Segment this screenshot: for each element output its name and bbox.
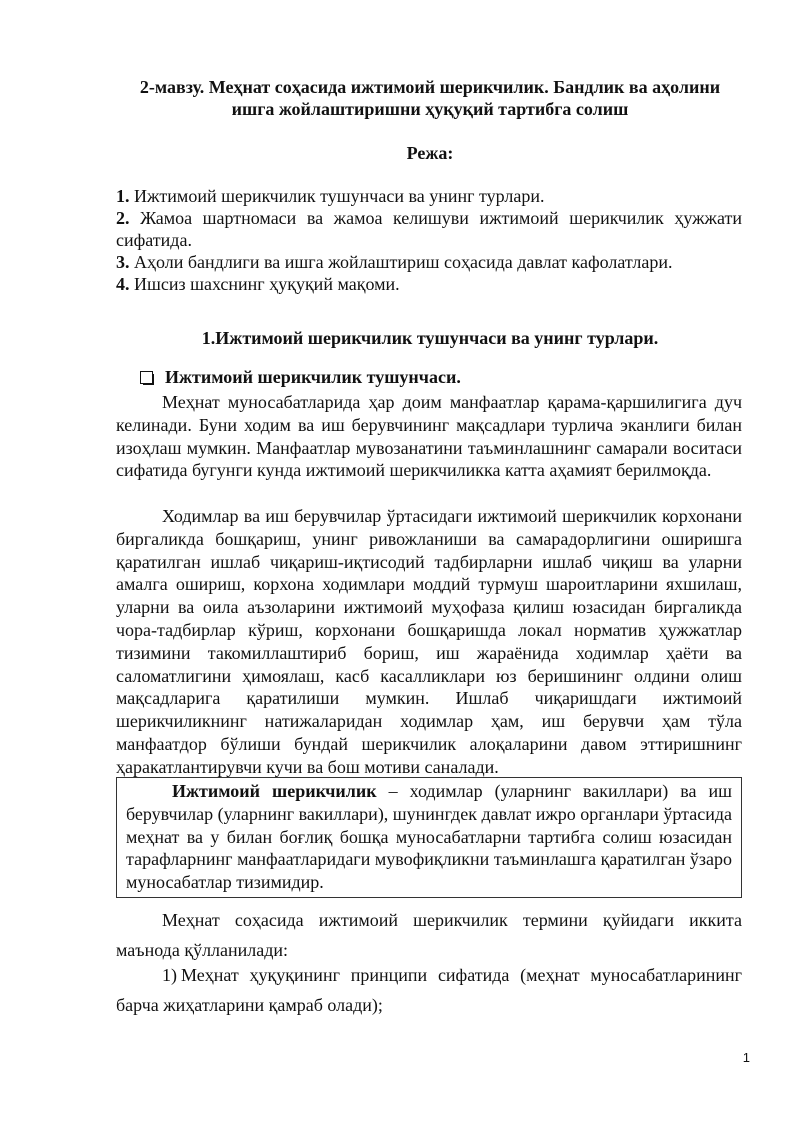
- plan-item-text: Жамоа шартномаси ва жамоа келишуви ижтимоий шерикчилик ҳужжати сифатида.: [116, 208, 743, 250]
- definition-text: – ходимлар (уларнинг вакиллари) ва иш берувчилар (уларнинг вакиллари), шунингдек давлат ижро органлари ўртасида меҳнат ва у билан боғлиқ бошқа муносабатларни тартибга солиш юзасидан тарафларнинг манфаатларидаги мувофиқликни таъминлашга қаратилган ўзаро муносабатлар тизимидир.: [126, 781, 733, 893]
- plan-item-text: Аҳоли бандлиги ва ишга жойлаштириш соҳасида давлат кафолатлари.: [134, 252, 673, 272]
- plan-item-number: 4.: [116, 274, 130, 294]
- term-usage-intro: [116, 905, 742, 965]
- term-usage-item-1: [116, 960, 742, 1020]
- definition-box: [116, 777, 742, 898]
- subheading: [140, 366, 461, 388]
- body-paragraph-2: [116, 505, 742, 779]
- plan-item-2: [116, 207, 742, 251]
- title-line-1: 2-мавзу. Меҳнат соҳасида ижтимоий шерикчилик. Бандлик ва аҳолини: [139, 77, 721, 97]
- plan-item-4: [116, 273, 742, 295]
- subheading-text: Ижтимоий шерикчилик тушунчаси.: [165, 367, 461, 387]
- plan-item-number: 3.: [116, 252, 130, 272]
- plan-item-number: 2.: [116, 208, 130, 228]
- plan-item-text: Ишсиз шахснинг ҳуқуқий мақоми.: [134, 274, 400, 294]
- page-number: 1: [742, 1050, 750, 1065]
- paragraph-text: Меҳнат муносабатларида ҳар доим манфаатлар қарама-қаршилигига дуч келинади. Буни ходим ва иш берувчининг мақсадлари турлича эканлиги билан изоҳлаш мумкин. Манфаатлар мувозанатини таъминлашнинг самарали воситаси сифатида бугунги кунда ижтимоий шерикчиликка катта аҳамият берилмоқда.: [116, 392, 742, 481]
- plan-item-text: Ижтимоий шерикчилик тушунчаси ва унинг турлари.: [134, 186, 545, 206]
- plan-item-number: 1.: [116, 186, 130, 206]
- paragraph-text: Меҳнат соҳасида ижтимоий шерикчилик термини қуйидаги иккита маънода қўлланилади:: [116, 910, 742, 960]
- plan-heading: Режа:: [406, 143, 454, 163]
- list-item-text: Меҳнат ҳуқуқининг принципи сифатида (меҳнат муносабатларининг барча жиҳатларини қамраб олади);: [116, 965, 742, 1015]
- plan-list: [116, 185, 742, 295]
- list-item-number: 1): [162, 965, 177, 985]
- title-line-2: ишга жойлаштиришни ҳуқуқий тартибга солиш: [231, 99, 629, 119]
- plan-item-1: [116, 185, 742, 207]
- document-title: [95, 76, 765, 120]
- checkbox-bullet-icon: [140, 371, 153, 384]
- definition-term: Ижтимоий шерикчилик: [172, 781, 377, 801]
- section-heading: 1.Ижтимоий шерикчилик тушунчаси ва унинг турлари.: [201, 328, 659, 348]
- paragraph-text: Ходимлар ва иш берувчилар ўртасидаги ижтимоий шерикчилик корхонани биргаликда бошқариш, унинг ривожланиши ва самарадорлигини оширишга қаратилган ишлаб чиқариш-иқтисодий тадбирларни ишлаб чиқиш ва уларни амалга ошириш, корхона ходимлари моддий турмуш шароитларини яхшилаш, уларни ва оила аъзоларини ижтимоий муҳофаза қилиш юзасидан биргаликда чора-тадбирлар кўриш, корхонани бошқаришда локал норматив ҳужжатлар тизимини такомиллаштириб бориш, иш жараёнида ходимлар ҳаёти ва саломатлигини ҳимоялаш, касб касалликлари юз беришининг олдини олиш мақсадларига қаратилиши мумкин. Ишлаб чиқаришдаги ижтимоий шерикчиликнинг натижаларидан ходимлар ҳам, иш берувчи ҳам тўла манфаатдор бўлиши бундай шерикчилик алоқаларини давом эттиришнинг ҳаракатлантирувчи кучи ва бош мотиви саналади.: [116, 506, 742, 777]
- plan-item-3: [116, 251, 742, 273]
- body-paragraph-1: [116, 391, 742, 482]
